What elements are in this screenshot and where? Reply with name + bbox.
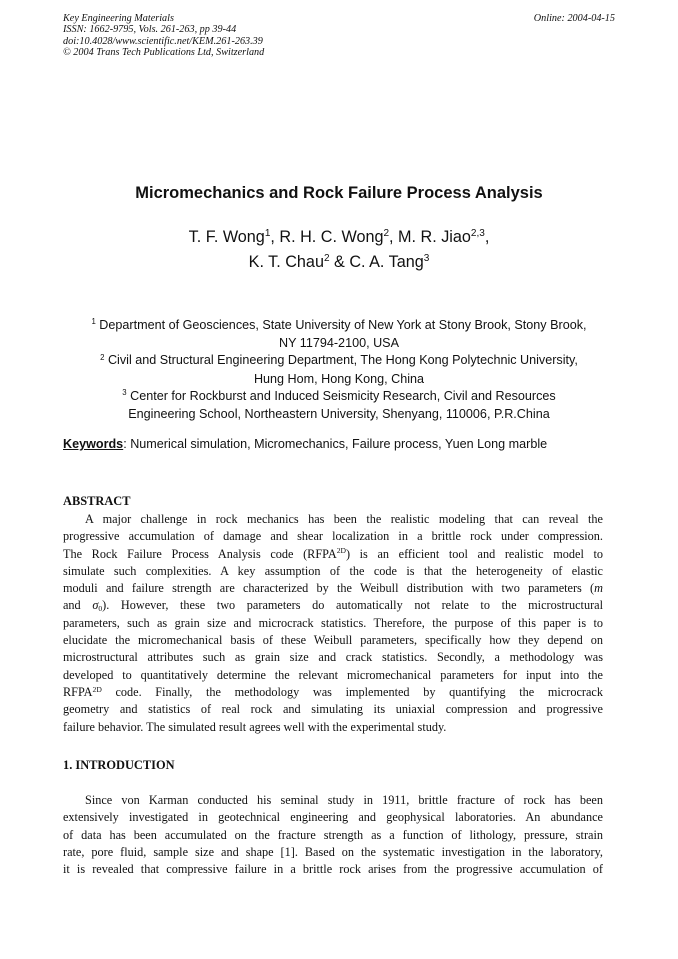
author-name: , M. R. Jiao bbox=[389, 228, 471, 246]
text-line: extensively investigated in geotechnical engineering and geophysical laboratories. An abundance bbox=[63, 810, 603, 825]
issn-line: ISSN: 1662-9795, Vols. 261-263, pp 39-44 bbox=[63, 24, 237, 36]
affil-number: 2 bbox=[100, 352, 105, 362]
paper-title: Micromechanics and Rock Failure Process Analysis bbox=[135, 184, 543, 202]
affiliation-1 bbox=[40, 317, 638, 335]
author-line-2 bbox=[0, 251, 678, 276]
subscript: 0 bbox=[98, 604, 103, 613]
copyright-line: © 2004 Trans Tech Publications Ltd, Switzerland bbox=[63, 47, 265, 59]
keywords-text: : Numerical simulation, Micromechanics, Failure process, Yuen Long marble bbox=[123, 437, 548, 451]
superscript: 2D bbox=[92, 684, 102, 694]
abstract-heading: ABSTRACT bbox=[63, 494, 131, 508]
affil-marker: 2,3 bbox=[470, 227, 485, 239]
affiliation-text: Civil and Structural Engineering Department, The Hong Kong Polytechnic University, bbox=[104, 353, 578, 368]
text-line bbox=[63, 597, 603, 614]
introduction-body bbox=[63, 792, 603, 878]
author-name: , R. H. C. Wong bbox=[270, 228, 384, 246]
text-line: microstructural attributes such as grain size and crack statistics. Secondly, a methodology was bbox=[63, 650, 603, 665]
keywords-label: Keywords bbox=[63, 437, 124, 451]
journal-name: Key Engineering Materials bbox=[63, 13, 174, 24]
introduction-heading: 1. INTRODUCTION bbox=[63, 758, 175, 772]
affiliations bbox=[40, 317, 638, 423]
author-line-1 bbox=[0, 226, 678, 251]
text-line: developed to quantitatively determine the relevant micromechanical parameters for input into the bbox=[63, 667, 603, 682]
text-line bbox=[63, 546, 603, 563]
affiliation-text: Department of Geosciences, State University of New York at Stony Brook, Stony Brook, bbox=[95, 318, 587, 332]
author-name: & C. A. Tang bbox=[329, 253, 424, 271]
affiliation-1-cont: NY 11794-2100, USA bbox=[279, 336, 399, 351]
text-line bbox=[63, 580, 603, 597]
italic-symbol: m bbox=[594, 581, 603, 596]
text-line: it is revealed that compressive failure in a brittle rock arises from the progressive accumulation of bbox=[63, 862, 603, 877]
text-line: failure behavior. The simulated result agrees well with the experimental study. bbox=[63, 719, 447, 734]
sigma-symbol: σ bbox=[92, 598, 99, 613]
text-line: parameters, such as grain size and microcrack statistics. Therefore, the purpose of this paper is to bbox=[63, 615, 603, 630]
affil-number: 3 bbox=[122, 388, 127, 398]
text-line bbox=[63, 684, 603, 701]
affiliation-3-cont: Engineering School, Northeastern University, Shenyang, 110006, P.R.China bbox=[128, 407, 550, 422]
text-line: simulate such complexities. A key assumption of the code is that the heterogeneity of elastic bbox=[63, 563, 603, 578]
text-line: Since von Karman conducted his seminal study in 1911, brittle fracture of rock has been bbox=[85, 793, 603, 807]
keywords-line bbox=[63, 437, 547, 451]
affil-marker: 3 bbox=[423, 252, 430, 264]
author-list bbox=[0, 226, 678, 276]
doi-line[interactable]: doi:10.4028/www.scientific.net/KEM.261-263.39 bbox=[63, 35, 263, 47]
text-fragment: The Rock Failure Process Analysis code (RFPA bbox=[63, 546, 337, 561]
affiliation-2 bbox=[40, 352, 638, 370]
text-fragment: ). However, these two parameters do automatically not relate to the microstructural bbox=[102, 598, 603, 613]
text-fragment: code. Finally, the methodology was implemented by quantifying the microcrack bbox=[101, 684, 603, 699]
text-line: geometry and statistics of real rock and simulating its uniaxial compression and progressive bbox=[63, 702, 603, 717]
affil-marker: 2 bbox=[323, 252, 330, 264]
text-line: elucidate the micromechanical basis of these Weibull parameters, specifically how they depend on bbox=[63, 633, 603, 648]
author-name: T. F. Wong bbox=[188, 228, 265, 246]
affil-marker: 1 bbox=[264, 227, 271, 239]
author-separator: , bbox=[484, 228, 490, 246]
superscript: 2D bbox=[336, 546, 346, 556]
affiliation-2-cont: Hung Hom, Hong Kong, China bbox=[253, 371, 425, 386]
affiliation-text: Center for Rockburst and Induced Seismicity Research, Civil and Resources bbox=[126, 388, 556, 403]
affiliation-3 bbox=[40, 388, 638, 406]
text-fragment: RFPA bbox=[63, 684, 93, 699]
online-date: Online: 2004-04-15 bbox=[533, 13, 615, 24]
affil-number: 1 bbox=[91, 317, 96, 327]
text-line: of data has been accumulated on the fracture strength as a function of lithology, pressure, strain bbox=[63, 827, 603, 842]
text-line: progressive accumulation of damage and shear localization in a brittle rock under compression. bbox=[63, 529, 603, 544]
abstract-body bbox=[63, 511, 603, 736]
text-fragment: ) is an efficient tool and realistic model to bbox=[345, 546, 603, 561]
author-name: K. T. Chau bbox=[248, 253, 324, 271]
text-line: rate, pore fluid, sample size and shape [1]. Based on the systematic investigation in the laboratory, bbox=[63, 844, 603, 859]
text-fragment: moduli and failure strength are characterized by the Weibull distribution with two parameters ( bbox=[63, 581, 595, 596]
text-fragment: and bbox=[63, 598, 93, 613]
text-line: A major challenge in rock mechanics has been the realistic modeling that can reveal the bbox=[85, 512, 603, 526]
affil-marker: 2 bbox=[383, 227, 390, 239]
journal-header bbox=[63, 13, 264, 59]
